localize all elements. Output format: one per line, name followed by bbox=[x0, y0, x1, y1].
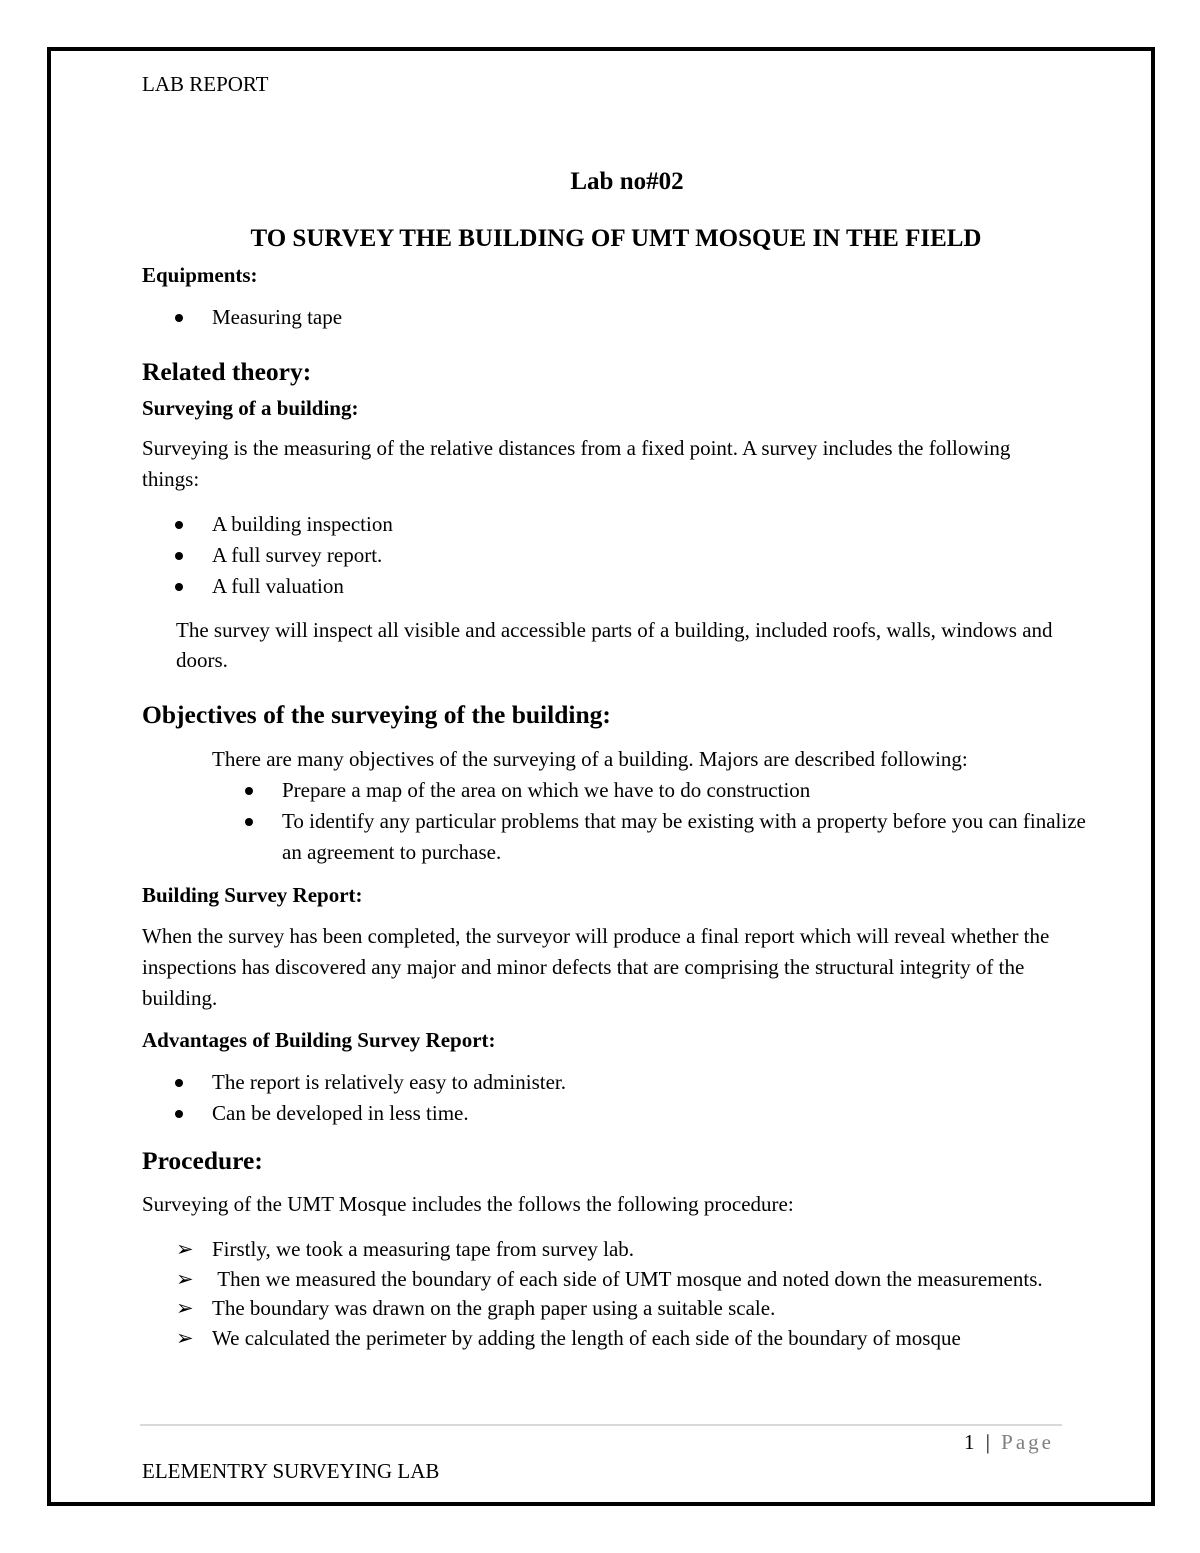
survey-report-paragraph: When the survey has been completed, the surveyor will produce a final report which will reveal whether the inspections has discovered any major and minor defects that are comprising the structural integrity of the building. bbox=[142, 924, 1050, 1010]
procedure-step: Firstly, we took a measuring tape from survey lab. bbox=[212, 1237, 635, 1261]
list-item: The report is relatively easy to administer. bbox=[142, 1067, 1072, 1098]
arrow-bullet-icon: ➢ bbox=[176, 1237, 194, 1261]
report-title: TO SURVEY THE BUILDING OF UMT MOSQUE IN THE FIELD bbox=[250, 225, 982, 252]
procedure-list bbox=[142, 1235, 1072, 1353]
list-item: Prepare a map of the area on which we have to do construction bbox=[212, 775, 1092, 806]
arrow-bullet-icon: ➢ bbox=[176, 1266, 194, 1291]
list-item: A building inspection bbox=[142, 509, 1072, 540]
procedure-step: The boundary was drawn on the graph paper using a suitable scale. bbox=[212, 1296, 776, 1320]
related-theory-heading: Related theory: bbox=[142, 357, 312, 386]
building-survey-report-heading: Building Survey Report: bbox=[142, 883, 363, 907]
list-item: Can be developed in less time. bbox=[142, 1098, 1072, 1129]
objectives-intro: There are many objectives of the surveying of a building. Majors are described following: bbox=[212, 747, 968, 771]
procedure-intro: Surveying of the UMT Mosque includes the follows the following procedure: bbox=[142, 1192, 794, 1216]
list-item: To identify any particular problems that may be existing with a property before you can finalize an agreement to purchase. bbox=[212, 806, 1092, 868]
procedure-step: We calculated the perimeter by adding the length of each side of the boundary of mosque bbox=[212, 1325, 961, 1350]
page-footer: ELEMENTRY SURVEYING LAB bbox=[142, 1459, 440, 1483]
surveying-paragraph: Surveying is the measuring of the relative distances from a fixed point. A survey includes the following things: bbox=[142, 436, 1011, 491]
objectives-heading: Objectives of the surveying of the building: bbox=[142, 700, 611, 729]
list-item bbox=[142, 1265, 1072, 1295]
page-number bbox=[964, 1430, 1054, 1455]
surveying-building-subheading: Surveying of a building: bbox=[142, 396, 359, 420]
footer-divider bbox=[140, 1424, 1062, 1426]
equipments-heading: Equipments: bbox=[142, 263, 258, 287]
procedure-heading: Procedure: bbox=[142, 1146, 263, 1175]
list-item: Measuring tape bbox=[142, 302, 1072, 333]
list-item: A full survey report. bbox=[142, 540, 1072, 571]
page-number-separator: | bbox=[985, 1430, 993, 1454]
arrow-bullet-icon: ➢ bbox=[176, 1325, 194, 1350]
list-item: A full valuation bbox=[142, 571, 1072, 602]
survey-includes-list bbox=[142, 509, 1072, 602]
procedure-step: Then we measured the boundary of each side of UMT mosque and noted down the measurements. bbox=[212, 1266, 1043, 1291]
survey-note: The survey will inspect all visible and accessible parts of a building, included roofs, walls, windows and doors. bbox=[176, 618, 1053, 672]
list-item bbox=[142, 1235, 1072, 1265]
advantages-list bbox=[142, 1067, 1072, 1129]
objectives-list bbox=[212, 775, 1092, 868]
page-number-value: 1 bbox=[963, 1430, 978, 1454]
advantages-heading: Advantages of Building Survey Report: bbox=[142, 1028, 496, 1052]
lab-number: Lab no#02 bbox=[570, 168, 684, 195]
equipments-list bbox=[142, 302, 1072, 333]
list-item bbox=[142, 1324, 1072, 1354]
arrow-bullet-icon: ➢ bbox=[176, 1296, 194, 1320]
list-item bbox=[142, 1294, 1072, 1324]
page-header: LAB REPORT bbox=[142, 72, 269, 96]
page-label: Page bbox=[1001, 1430, 1054, 1454]
